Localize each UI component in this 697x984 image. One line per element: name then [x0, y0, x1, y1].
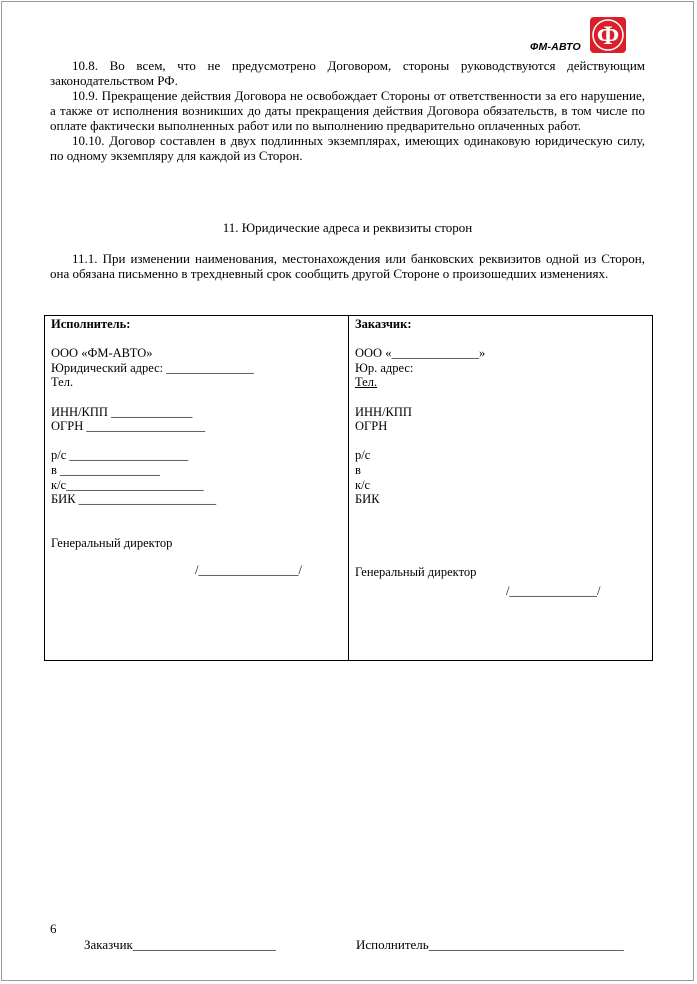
executor-column	[45, 316, 349, 660]
executor-bank: в ________________	[51, 462, 161, 477]
company-logo	[530, 17, 630, 57]
clause-10-10: 10.10. Договор составлен в двух подлинных экземплярах, имеющих одинаковую юридическую силу, по одному экземпляру для каждой из Сторон.	[50, 133, 645, 163]
clause-10-8: 10.8. Во всем, что не предусмотрено Договором, стороны руководствуются действующим законодательством РФ.	[50, 58, 645, 88]
customer-account: р/с	[355, 448, 371, 463]
executor-phone: Тел.	[51, 375, 74, 390]
clause-11-1-block	[50, 251, 645, 281]
executor-legal-address: Юридический адрес: ______________	[51, 360, 254, 375]
customer-column	[349, 316, 652, 660]
footer-customer-signature: Заказчик______________________	[84, 937, 276, 952]
logo-mark-icon	[590, 17, 626, 53]
customer-bik: БИК	[355, 492, 380, 507]
page-number: 6	[50, 921, 57, 936]
executor-corr-account: к/с______________________	[51, 477, 204, 492]
executor-company: ООО «ФМ-АВТО»	[51, 346, 153, 361]
logo-mark-letter: Ф	[596, 21, 620, 50]
customer-bank: в	[355, 462, 361, 477]
customer-company: ООО «______________»	[355, 346, 486, 361]
footer-executor-signature: Исполнитель______________________________	[356, 937, 624, 952]
customer-phone: Тел.	[355, 375, 378, 390]
logo-text: ФМ-АВТО	[530, 41, 581, 53]
executor-bik: БИК ______________________	[51, 492, 217, 507]
clauses-block	[50, 58, 645, 163]
section-11-title: 11. Юридические адреса и реквизиты сторон	[222, 220, 473, 235]
executor-heading: Исполнитель:	[51, 317, 131, 331]
executor-account: р/с ___________________	[51, 448, 189, 463]
customer-heading: Заказчик:	[355, 317, 412, 331]
requisites-table	[44, 315, 653, 661]
executor-signature-line: /________________/	[195, 563, 302, 577]
customer-inn-kpp: ИНН/КПП	[355, 404, 412, 419]
executor-ogrn: ОГРН ___________________	[51, 419, 206, 434]
executor-inn-kpp: ИНН/КПП _____________	[51, 404, 193, 419]
customer-legal-address: Юр. адрес:	[355, 360, 414, 375]
clause-11-1: 11.1. При изменении наименования, местонахождения или банковских реквизитов одной из Сторон, она обязана письменно в трехдневный срок сообщить другой Стороне о произошедших изменениях.	[50, 251, 645, 281]
customer-corr-account: к/с	[355, 477, 371, 492]
executor-director: Генеральный директор	[51, 535, 173, 550]
customer-ogrn: ОГРН	[355, 419, 388, 434]
clause-10-9: 10.9. Прекращение действия Договора не освобождает Стороны от ответственности за его нарушение, а также от исполнения возникших до даты прекращения действия Договора обязательств, в том числе по оплате фактически выполненных работ или по выполнению предварительно оплаченных работ.	[50, 88, 645, 133]
customer-director: Генеральный директор	[355, 565, 477, 580]
customer-signature-line: /______________/	[506, 584, 601, 598]
